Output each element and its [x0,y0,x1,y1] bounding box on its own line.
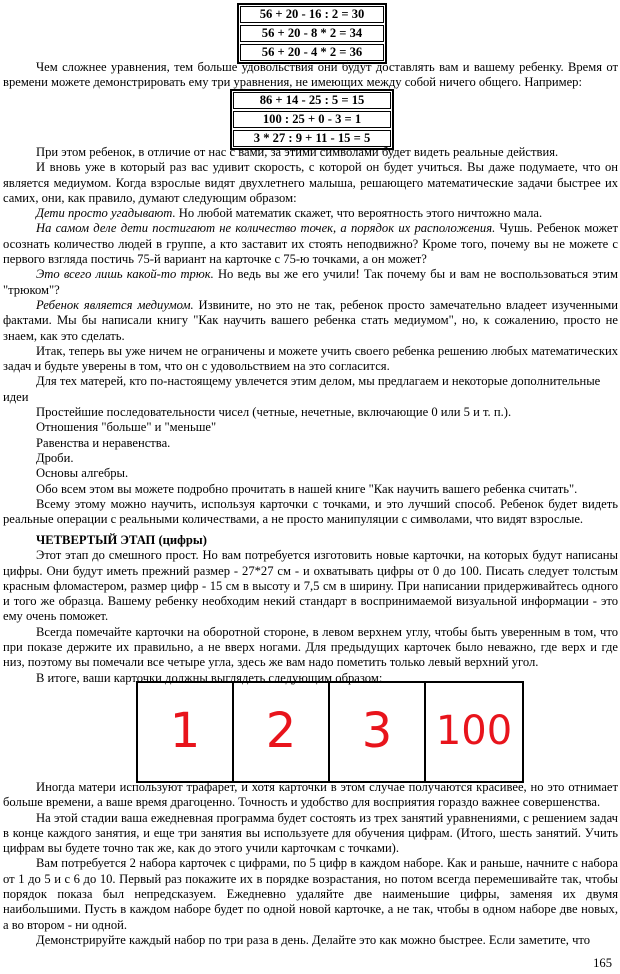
list-item: Отношения "больше" и "меньше" [36,420,217,435]
number-card: 1 [136,681,234,783]
paragraph: В итоге, ваши карточки должны выглядеть следующим образом: [36,670,383,685]
equation-row: 56 + 20 - 8 * 2 = 34 [240,25,384,42]
paragraph: На самом деле дети постигают не количество точек, а порядок их расположения. Чушь. Ребенок может осознать количество людей в группе, а кто заставит их стоять неподвижно? Кроме того, почему вы не можете с первого взгляда постичь 75-й вариант на карточке с 75-ю точками, а он может? [3,221,618,267]
equation-row: 86 + 14 - 25 : 5 = 15 [233,92,391,109]
equation-row: 100 : 25 + 0 - 3 = 1 [233,111,391,128]
number-cards [136,681,522,783]
paragraph: Демонстрируйте каждый набор по три раза в день. Делайте это как можно быстрее. Если заметите, что [36,932,591,947]
page-number: 165 [593,956,612,970]
paragraph: Дети просто угадывают. Но любой математик скажет, что вероятность этого ничтожно мала. [36,206,543,221]
list-item: Равенства и неравенства. [36,435,171,450]
number-card: 2 [232,681,330,783]
list-item: Дроби. [36,450,74,465]
paragraph: Этот этап до смешного прост. Но вам потребуется изготовить новые карточки, на которых будут написаны цифры. Они будут иметь прежний размер - 27*27 см - и охватывать цифры от 0 до 100. Писать следует толстым красным фломастером, размер цифр - 15 см в высоту и 7,5 см в ширину. При написании придерживайтесь одного и того же образца. Вашему ребенку необходим некий стандарт в воспринимаемой визуальной информации - это ему очень поможет. [3,548,618,624]
equation-row: 56 + 20 - 4 * 2 = 36 [240,44,384,61]
paragraph: Для тех матерей, кто по-настоящему увлечется этим делом, мы предлагаем и некоторые дополнительные идеи [3,374,601,404]
paragraph: Ребенок является медиумом. Извините, но это не так, ребенок просто замечательно владеет изученными фактами. Мы бы написали книгу "Как научить вашего ребенка стать медиумом", но, к сожалению, просто не знаем, как это сделать. [3,297,618,343]
paragraph: При этом ребенок, в отличие от нас с вами, за этими символами будет видеть реальные действия. [36,145,559,159]
text-block-4 [3,780,618,948]
paragraph: Итак, теперь вы уже ничем не ограничены и можете учить своего ребенка решению любых математических задач и будьте уверены в том, что он с удовольствием на это согласится. [3,343,618,374]
equation-row: 3 * 27 : 9 + 11 - 15 = 5 [233,130,391,147]
equation-table-2 [230,89,394,150]
paragraph: Всему этому можно научить, используя карточки с точками, и это лучший способ. Ребенок будет видеть реальные операции с реальными количествами, а не просто манипуляции с символами, что видят взрослые. [3,496,618,527]
text-block-3 [3,533,618,686]
paragraph: Это всего лишь какой-то трюк. Но ведь вы же его учили! Так почему бы и вам не воспользоваться этим "трюком"? [3,267,618,297]
paragraph: Обо всем этом вы можете подробно прочитать в нашей книге "Как научить вашего ребенка считать". [36,481,578,496]
paragraph: Вам потребуется 2 набора карточек с цифрами, по 5 цифр в каждом наборе. Как и раньше, начните с набора от 1 до 5 и с 6 до 10. Первый раз покажите их в порядке возрастания, но потом всегда перемешивайте так, чтобы порядок показа был непредсказуем. Ежедневно удаляйте две наименьшие цифры, заменяя их двумя наибольшими. Пусть в каждом наборе будет по одной новой карточке, а не так, чтобы в одном наборе две новых, а во втором - ни одной. [3,856,618,932]
paragraph: И вновь уже в который раз вас удивит скорость, с которой он будет учиться. Вы даже подумаете, что он является медиумом. Когда взрослые видят двухлетнего малыша, решающего математические задачи быстрее их самих, они, как правило, думают следующим образом: [3,160,618,205]
paragraph: На этой стадии ваша ежедневная программа будет состоять из трех занятий уравнениями, с решением задач в конце каждого занятия, и еще три занятия вы используете для обучения цифрам. (Итого, шесть занятий. Учить цифрам вы будете точно так же, как до этого учили карточкам с точками). [3,810,618,856]
number-card: 100 [424,681,524,783]
paragraph: Иногда матери используют трафарет, и хотя карточки в этом случае получаются красивее, но это отнимает больше времени, а ваше время драгоценно. Точность и удобство для восприятия гораздо важнее совершенства. [3,780,618,810]
list-item: Основы алгебры. [36,466,129,481]
equation-table-1 [237,3,387,64]
text-block-1 [3,60,618,91]
equation-row: 56 + 20 - 16 : 2 = 30 [240,6,384,23]
list-item: Простейшие последовательности чисел (четные, нечетные, включающие 0 или 5 и т. п.). [36,405,512,420]
number-card: 3 [328,681,426,783]
paragraph: Всегда помечайте карточки на оборотной стороне, в левом верхнем углу, чтобы быть уверенным в том, что при показе держите их правильно, а не вверх ногами. Для предыдущих карточек было неважно, где верх и где низ, поэтому вы помечали все четыре угла, здесь же вам надо пометить только левый верхний угол. [3,624,618,670]
text-block-2 [3,145,618,527]
paragraph: Чем сложнее уравнения, тем больше удовольствия они будут доставлять вам и вашему ребенку. Время от времени можете демонстрировать ему три уравнения, не имеющих между собой ничего общего. Например: [3,60,618,90]
section-heading: ЧЕТВЕРТЫЙ ЭТАП (цифры) [36,533,207,547]
